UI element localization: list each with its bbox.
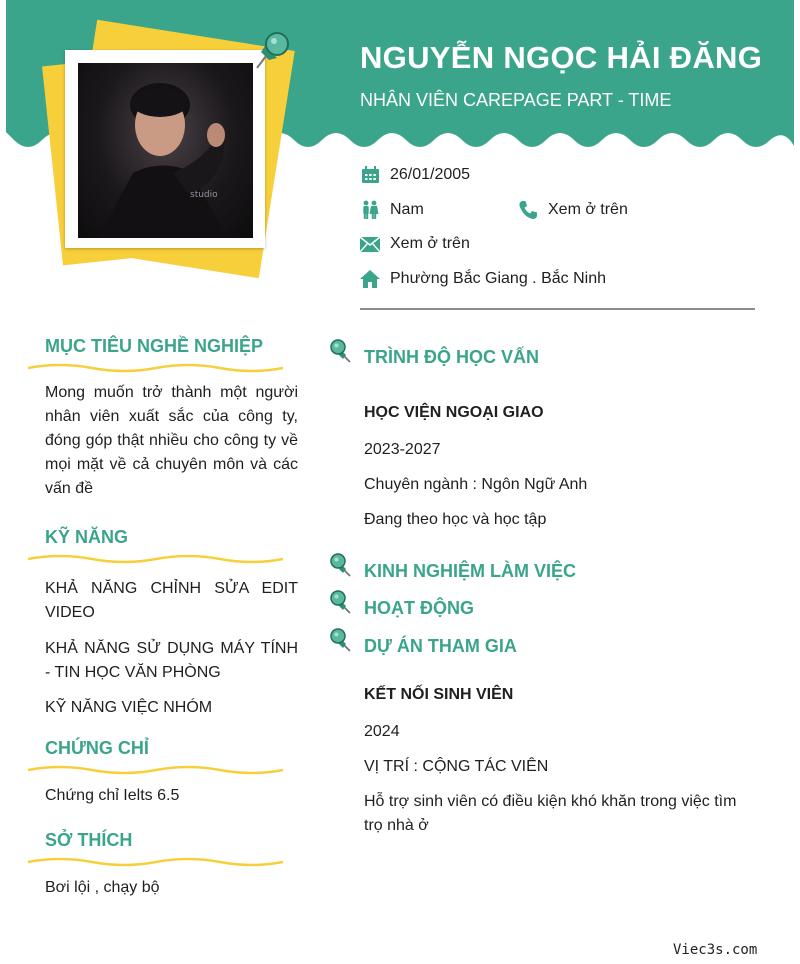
- portrait-illustration: [78, 63, 253, 238]
- email-text: Xem ở trên: [390, 235, 470, 252]
- hobbies-title: SỞ THÍCH: [45, 830, 133, 850]
- phone-text: Xem ở trên: [548, 201, 628, 218]
- pushpin-icon: [245, 24, 297, 76]
- activities-title: HOẠT ĐỘNG: [364, 598, 474, 618]
- info-dob: [360, 165, 470, 185]
- wave-underline-skills: [28, 553, 283, 565]
- education-school: HỌC VIỆN NGOẠI GIAO: [364, 404, 544, 421]
- hobbies-text: Bơi lội , chạy bộ: [45, 879, 160, 896]
- project-year: 2024: [364, 723, 400, 740]
- info-phone: [518, 200, 628, 220]
- skill-item: KHẢ NĂNG SỬ DỤNG MÁY TÍNH - TIN HỌC VĂN PHÒNG: [45, 640, 298, 681]
- objective-title: MỤC TIÊU NGHỀ NGHIỆP: [45, 336, 264, 356]
- dob-text: 26/01/2005: [390, 166, 471, 183]
- email-icon: [360, 234, 380, 254]
- skill-item: KỸ NĂNG VIỆC NHÓM: [45, 699, 213, 716]
- gender-icon: [360, 200, 380, 220]
- skills-title: KỸ NĂNG: [45, 527, 129, 547]
- pushpin-icon: [328, 338, 356, 366]
- info-gender: [360, 200, 424, 220]
- certificate-item: Chứng chỉ Ielts 6.5: [45, 787, 180, 804]
- candidate-name: NGUYỄN NGỌC HẢI ĐĂNG: [360, 40, 763, 75]
- info-address: [360, 269, 606, 289]
- phone-icon: [518, 200, 538, 220]
- photo-frame: [65, 50, 265, 248]
- skill-item: KHẢ NĂNG CHỈNH SỬA EDIT VIDEO: [45, 580, 298, 621]
- job-title: NHÂN VIÊN CAREPAGE PART - TIME: [360, 90, 672, 110]
- pushpin-icon: [328, 589, 356, 617]
- education-major: Chuyên ngành : Ngôn Ngữ Anh: [364, 476, 588, 493]
- profile-photo-block: [40, 26, 290, 276]
- pushpin-icon: [328, 552, 356, 580]
- site-watermark: Viec3s.com: [673, 942, 758, 958]
- home-icon: [360, 269, 380, 289]
- address-text: Phường Bắc Giang . Bắc Ninh: [390, 270, 606, 287]
- contact-divider: [360, 308, 755, 310]
- education-title: TRÌNH ĐỘ HỌC VẤN: [364, 347, 539, 367]
- gender-text: Nam: [390, 201, 424, 218]
- wave-underline-hobbies: [28, 856, 283, 868]
- pushpin-icon: [328, 627, 356, 655]
- info-email: [360, 234, 470, 254]
- project-name: KẾT NỐI SINH VIÊN: [364, 686, 514, 703]
- wave-underline-certificates: [28, 764, 283, 776]
- photo-watermark: studio: [190, 190, 218, 200]
- education-status: Đang theo học và học tập: [364, 511, 547, 528]
- objective-text: Mong muốn trở thành một người nhân viên xuất sắc của công ty, đóng góp thật nhiều cho công ty về mọi mặt về cả chuyên môn và các vấn đề: [45, 384, 298, 497]
- project-description: Hỗ trợ sinh viên có điều kiện khó khăn trong việc tìm trọ nhà ở: [364, 793, 737, 834]
- avatar: [78, 63, 253, 238]
- certificates-title: CHỨNG CHỈ: [45, 738, 149, 758]
- education-years: 2023-2027: [364, 441, 441, 458]
- experience-title: KINH NGHIỆM LÀM VIỆC: [364, 561, 577, 581]
- calendar-icon: [360, 165, 380, 185]
- wave-underline-objective: [28, 362, 283, 374]
- project-role: VỊ TRÍ : CỘNG TÁC VIÊN: [364, 758, 549, 775]
- projects-title: DỰ ÁN THAM GIA: [364, 636, 517, 656]
